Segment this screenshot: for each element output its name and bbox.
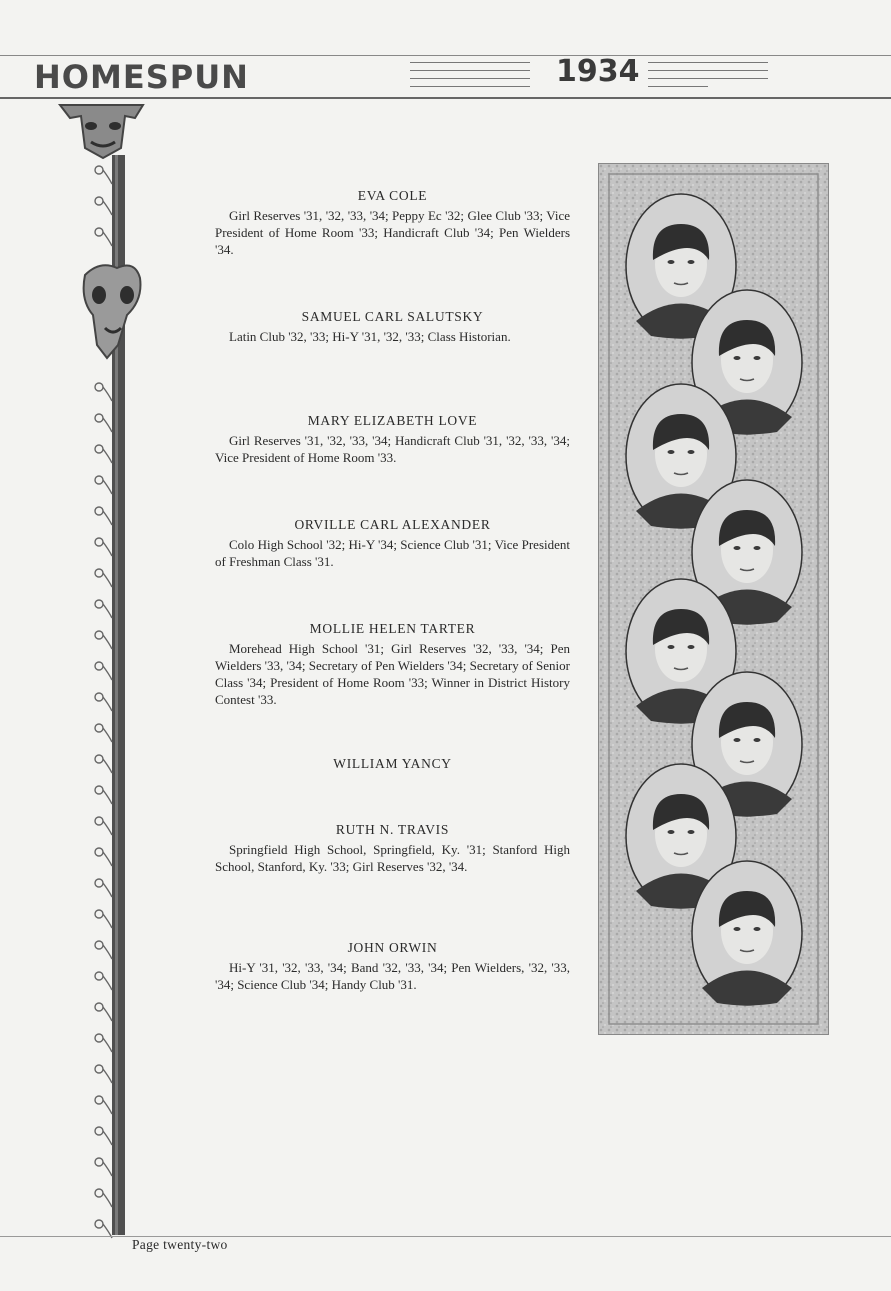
senior-activities: Colo High School '32; Hi-Y '34; Science Club '31; Vice President of Freshman Class '31. xyxy=(215,537,570,569)
senior-entry xyxy=(215,188,570,258)
publication-year: 1934 xyxy=(556,54,640,89)
theatre-mask-icon xyxy=(60,105,143,158)
senior-name: SAMUEL CARL SALUTSKY xyxy=(301,309,484,324)
senior-entry xyxy=(215,413,570,466)
portrait-john-orwin xyxy=(692,861,802,1006)
header-line xyxy=(648,70,768,71)
senior-name: EVA COLE xyxy=(357,188,428,203)
senior-name: WILLIAM YANCY xyxy=(333,756,452,771)
senior-activities: Girl Reserves '31, '32, '33, '34; Peppy Ec '32; Glee Club '33; Vice President of Home Room '33; Handicraft Club '34; Pen Wielders '34. xyxy=(215,208,570,257)
senior-activities: Girl Reserves '31, '32, '33, '34; Handicraft Club '31, '32, '33, '34; Vice President of Home Room '33. xyxy=(215,433,570,465)
header-line xyxy=(648,78,768,79)
senior-name: MOLLIE HELEN TARTER xyxy=(309,621,476,636)
senior-name: MARY ELIZABETH LOVE xyxy=(307,413,478,428)
senior-entry xyxy=(215,621,570,708)
header-top-rule xyxy=(0,55,891,56)
senior-activities: Springfield High School, Springfield, Ky. '31; Stanford High School, Stanford, Ky. '33; Girl Reserves '32, '34. xyxy=(215,842,570,874)
comedy-mask-icon xyxy=(84,265,141,358)
senior-entry xyxy=(215,940,570,993)
header-bottom-rule xyxy=(0,97,891,99)
header-line xyxy=(648,86,708,87)
page-number: Page twenty-two xyxy=(132,1237,228,1252)
senior-name: JOHN ORWIN xyxy=(347,940,438,955)
senior-name: RUTH N. TRAVIS xyxy=(335,822,450,837)
senior-entry xyxy=(215,309,570,345)
senior-entry xyxy=(215,756,570,775)
header-line xyxy=(410,70,530,71)
senior-name: ORVILLE CARL ALEXANDER xyxy=(294,517,491,532)
ornament-column xyxy=(55,100,150,1240)
header-line xyxy=(410,86,530,87)
publication-title: HOMESPUN xyxy=(34,58,249,96)
senior-activities: Hi-Y '31, '32, '33, '34; Band '32, '33, '34; Pen Wielders, '32, '33, '34; Science Club '34; Handy Club '31. xyxy=(215,960,570,992)
senior-activities: Morehead High School '31; Girl Reserves '32, '33, '34; Pen Wielders '33, '34; Secretary of Pen Wielders '34; Secretary of Senior Class '34; President of Home Room '33; Winner in District History Contest '33. xyxy=(215,641,570,707)
header-line xyxy=(648,62,768,63)
senior-activities: Latin Club '32, '33; Hi-Y '31, '32, '33; Class Historian. xyxy=(229,329,511,344)
portrait-panel xyxy=(598,163,829,1035)
senior-entry xyxy=(215,822,570,875)
header-line xyxy=(410,62,530,63)
senior-entry xyxy=(215,517,570,570)
header-line xyxy=(410,78,530,79)
